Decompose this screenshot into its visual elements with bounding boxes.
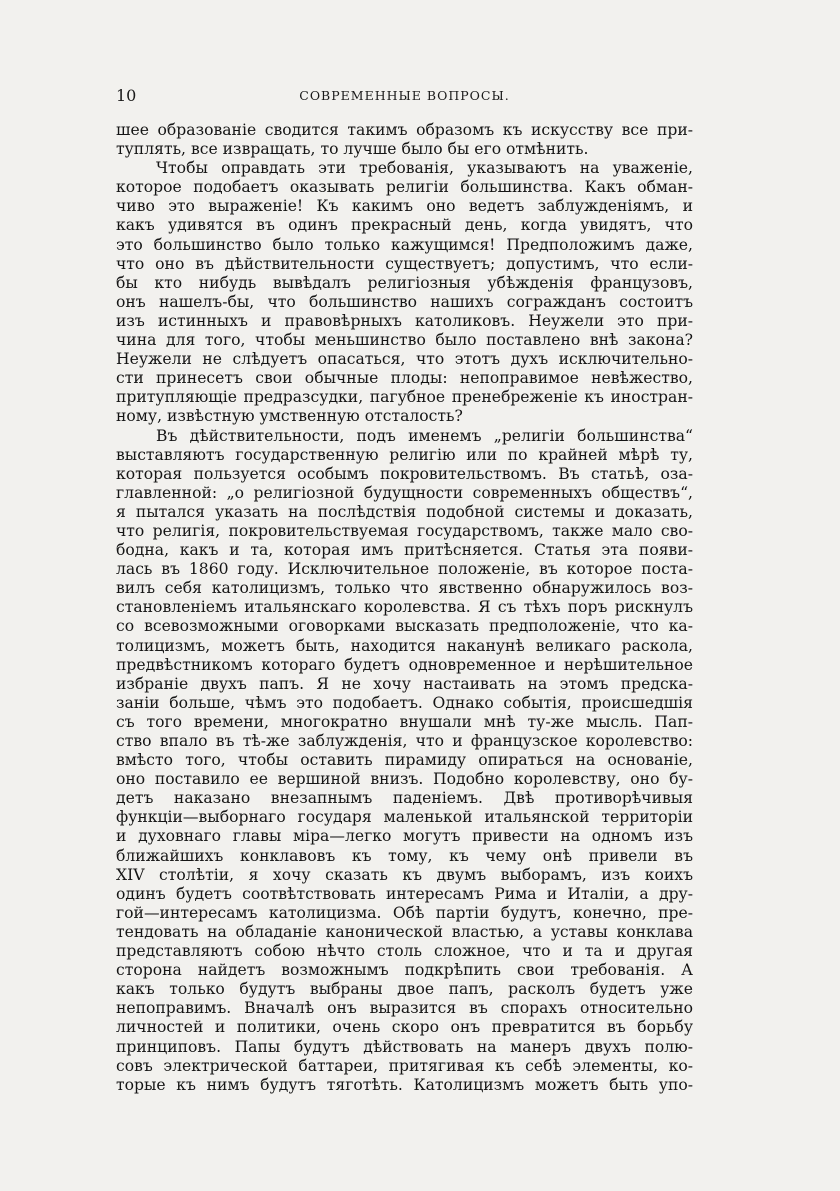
text-line: съ того времени, многократно внушали мнѣ ту-же мысль. Пап-: [116, 712, 693, 731]
text-line: функціи—выборнаго государя маленькой итальянской территоріи: [116, 808, 693, 827]
text-line: тендовать на обладаніе канонической властью, а уставы конклава: [116, 922, 693, 941]
text-line: Чтобы оправдать эти требованія, указываютъ на уваженіе,: [156, 159, 693, 178]
text-line: гой—интересамъ католицизма. Обѣ партіи будутъ, конечно, пре-: [116, 903, 693, 922]
text-line: притупляющіе предразсудки, пагубное пренебреженіе къ иностран-: [116, 388, 693, 407]
text-line: которая пользуется особымъ покровительствомъ. Въ статьѣ, оза-: [116, 464, 693, 483]
text-line: это большинство было только кажущимся! Предположимъ даже,: [116, 235, 693, 254]
text-line: ближайшихъ конклавовъ къ тому, къ чему онѣ привели въ: [116, 846, 693, 865]
text-line: XIV столѣтіи, я хочу сказать къ двумъ выборамъ, изъ коихъ: [116, 865, 693, 884]
text-line: бодна, какъ и та, которая имъ притѣсняется. Статья эта появи-: [116, 541, 693, 560]
text-line: что оно въ дѣйствительности существуетъ; допустимъ, что если-: [116, 254, 693, 273]
text-line: совъ электрической баттареи, притягивая къ себѣ элементы, ко-: [116, 1056, 693, 1075]
text-line: онъ нашелъ-бы, что большинство нашихъ согражданъ состоитъ: [116, 292, 693, 311]
text-line: изъ истинныхъ и правовѣрныхъ католиковъ. Неужели это при-: [116, 311, 693, 330]
text-line: оно поставило ее вершиной внизъ. Подобно королевству, оно бу-: [116, 770, 693, 789]
body-text: [116, 121, 693, 1095]
text-line: представляютъ собою нѣчто столь сложное, что и та и другая: [116, 942, 693, 961]
text-line: толицизмъ, можетъ быть, находится наканунѣ великаго раскола,: [116, 636, 693, 655]
text-line: одинъ будетъ соотвѣтствовать интересамъ Рима и Италіи, а дру-: [116, 884, 693, 903]
text-line: со всевозможными оговорками высказать предположеніе, что ка-: [116, 617, 693, 636]
text-line: что религія, покровительствуемая государствомъ, также мало сво-: [116, 521, 693, 540]
text-line: личностей и политики, очень скоро онъ превратится въ борьбу: [116, 1018, 693, 1037]
text-line: какъ удивятся въ одинъ прекрасный день, когда увидятъ, что: [116, 216, 693, 235]
text-line: предвѣстникомъ котораго будетъ одновременное и нерѣшительное: [116, 655, 693, 674]
text-line: главленной: „о религіозной будущности современныхъ обществъ“,: [116, 483, 693, 502]
text-line: туплять, все извращать, то лучше было бы его отмѣнить.: [116, 140, 589, 159]
text-line: заніи больше, чѣмъ это подобаетъ. Однако событія, происшедшія: [116, 693, 693, 712]
text-line: Въ дѣйствительности, подъ именемъ „религіи большинства“: [156, 426, 693, 445]
text-line: какъ только будутъ выбраны двое папъ, расколъ будетъ уже: [116, 980, 693, 999]
text-line: ному, извѣстную умственную отсталость?: [116, 407, 463, 426]
text-line: сти принесетъ свои обычные плоды: непоправимое невѣжество,: [116, 369, 693, 388]
running-title: СОВРЕМЕННЫЕ ВОПРОСЫ.: [299, 88, 510, 103]
text-line: вилъ себя католицизмъ, только что явственно обнаружилось воз-: [116, 579, 693, 598]
text-line: и духовнаго главы міра—легко могутъ привести на одномъ изъ: [116, 827, 693, 846]
text-line: шее образованіе сводится такимъ образомъ къ искусству все при-: [116, 121, 693, 139]
page-number: 10: [116, 86, 137, 105]
text-line: лась въ 1860 году. Исключительное положеніе, въ которое поста-: [116, 560, 693, 579]
text-line: принциповъ. Папы будутъ дѣйствовать на манеръ двухъ полю-: [116, 1037, 693, 1056]
text-line: Неужели не слѣдуетъ опасаться, что этотъ духъ исключительно-: [116, 350, 693, 369]
text-line: выставляютъ государственную религію или по крайней мѣрѣ ту,: [116, 445, 693, 464]
text-line: избраніе двухъ папъ. Я не хочу настаивать на этомъ предска-: [116, 674, 693, 693]
text-line: ство впало въ тѣ-же заблужденія, что и французское королевство:: [116, 732, 693, 750]
text-line: сторона найдетъ возможнымъ подкрѣпить свои требованія. А: [116, 961, 693, 980]
page-header: [116, 86, 693, 108]
text-line: детъ наказано внезапнымъ паденіемъ. Двѣ противорѣчивыя: [116, 789, 693, 808]
text-line: чиво это выраженіе! Къ какимъ оно ведетъ заблужденіямъ, и: [116, 197, 693, 216]
text-line: я пытался указать на послѣдствія подобной системы и доказать,: [116, 502, 693, 521]
text-line: непоправимъ. Вначалѣ онъ выразится въ спорахъ относительно: [116, 999, 693, 1018]
text-line: чина для того, чтобы меньшинство было поставлено внѣ закона?: [116, 331, 693, 350]
text-line: вмѣсто того, чтобы оставить пирамиду опираться на основаніе,: [116, 751, 693, 770]
text-line: становленіемъ итальянскаго королевства. Я съ тѣхъ поръ рискнулъ: [116, 598, 693, 617]
text-line: торые къ нимъ будутъ тяготѣть. Католицизмъ можетъ быть упо-: [116, 1075, 693, 1094]
text-line: которое подобаетъ оказывать религіи большинства. Какъ обман-: [116, 178, 693, 197]
text-line: бы кто нибудь вывѣдалъ религіозныя убѣжденія французовъ,: [116, 273, 693, 292]
